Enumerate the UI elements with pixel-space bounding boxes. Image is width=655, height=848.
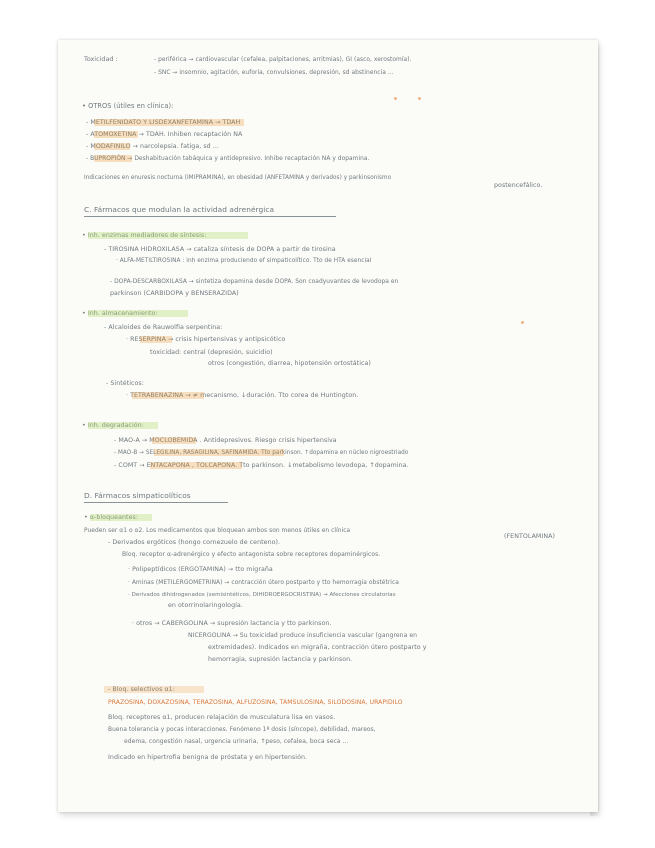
selective-alpha1-tolerance: Buena tolerancia y pocas interacciones. Fenómeno 1ª dosis (síncope), debilidad, mareos,	[108, 727, 376, 733]
degradation-heading: • Inh. degradación:	[82, 422, 144, 429]
highlight-mark	[150, 462, 242, 469]
rauwolfia-alkaloids: - Alcaloides de Rauwolfia serpentina:	[104, 324, 223, 331]
toxicity-cns: - SNC → insomnio, agitación, euforia, convulsiones, depresión, sd abstinencia ...	[154, 70, 394, 76]
selective-alpha1-drugs: PRAZOSINA, DOXAZOSINA, TERAZOSINA, ALFUZOSINA, TAMSULOSINA, SILODOSINA, URAPIDILO	[108, 699, 403, 706]
highlight-mark	[152, 437, 196, 444]
ergot-derivatives-desc: Bloq. receptor α-adrenérgico y efecto antagonista sobre receptores dopaminérgicos.	[122, 551, 381, 558]
ergot-dihydrogenated-cont: en otorrinolaringología.	[168, 602, 243, 609]
indications-line-1: Indicaciones en enuresis nocturna (IMIPRAMINA), en obesidad (ANFETAMINA y derivados) y parkinsonismo	[84, 175, 392, 181]
highlight-mark	[88, 310, 188, 317]
highlight-mark	[88, 422, 158, 429]
mao-a: - MAO-A → MOCLOBEMIDA . Antidepresivos. Riesgo crisis hipertensiva	[114, 437, 337, 444]
others-item-1: - METILFENIDATO Y LISDEXANFETAMINA → TDAH	[86, 119, 241, 126]
notes-page	[58, 40, 598, 812]
dopa-decarboxylase: - DOPA-DESCARBOXILASA → sintetiza dopamina desde DOPA. Son coadyuvantes de levodopa en	[110, 279, 399, 285]
highlight-mark	[104, 686, 204, 693]
highlight-mark	[94, 131, 138, 138]
mao-b: - MAO-B → SELEGILINA, RASAGILINA, SAFINAMIDA. Tto parkinson. ↑dopamina en núcleo nigroestriado	[114, 450, 409, 456]
highlight-mark	[154, 449, 284, 456]
ergot-others-nicergoline-3: hemorragia, supresión lactancia y parkinson.	[208, 656, 353, 663]
section-c-underline	[84, 216, 336, 217]
reserpine-toxicity-other: otros (congestión, diarrea, hipotensión ortostática)	[208, 360, 371, 367]
dopa-decarboxylase-cont: parkinson (CARBIDOPA y BENSERAZIDA)	[110, 290, 239, 297]
selective-alpha1-indication: Indicado en hipertrofia benigna de próstata y en hipertensión.	[108, 754, 308, 761]
selective-alpha1-mechanism: Bloq. receptores α1, producen relajación de musculatura lisa en vasos.	[108, 714, 336, 721]
highlight-mark	[90, 514, 152, 521]
ergot-others-cabergoline: · otros → CABERGOLINA → supresión lactancia y tto parkinson.	[132, 620, 332, 627]
alpha-methyltyrosine: · ALFA-METILTIROSINA : inh enzima produciendo ef simpaticolítico. Tto de HTA esencial	[116, 258, 372, 264]
section-d-title: D. Fármacos simpaticolíticos	[84, 491, 191, 500]
others-item-3: - MODAFINILO → narcolepsia. fatiga, sd ...	[86, 143, 219, 150]
selective-alpha1-heading: - Bloq. selectivos α1:	[108, 686, 175, 693]
storage-heading: • Inh. almacenamiento:	[82, 310, 158, 317]
highlight-mark	[132, 392, 204, 399]
ergot-others-nicergoline: NICERGOLINA → Su toxicidad produce insuficiencia vascular (gangrena en	[188, 632, 418, 639]
toxicity-peripheral: - periférica → cardiovascular (cefalea, palpitaciones, arritmias), GI (asco, xerostomía).	[154, 57, 412, 63]
highlight-mark	[140, 336, 172, 343]
ink-dot	[521, 321, 524, 324]
synthesis-heading: • Inh. enzimas mediadores de síntesis:	[82, 232, 207, 239]
section-c-title: C. Fármacos que modulan la actividad adrenérgica	[84, 205, 275, 214]
comt: - COMT → ENTACAPONA , TOLCAPONA. Tto parkinson. ↓metabolismo levodopa, ↑dopamina.	[114, 462, 409, 469]
reserpine-toxicity-central: toxicidad: central (depresión, suicidio)	[150, 349, 273, 356]
ink-dot	[394, 97, 397, 100]
others-item-2: - ATOMOXETINA → TDAH. Inhiben recaptación NA	[86, 131, 243, 138]
ink-dot	[418, 97, 421, 100]
others-heading: • OTROS (útiles en clínica):	[82, 102, 174, 110]
toxicity-label: Toxicidad :	[84, 56, 118, 63]
reserpine: · RESERPINA → crisis hipertensivas y antipsicótico	[126, 336, 286, 343]
ergot-polypeptides: · Polipeptídicos (ERGOTAMINA) → tto migraña	[128, 566, 273, 573]
alpha-blockers-intro: Pueden ser α1 o α2. Los medicamentos que bloquean ambos son menos útiles en clínica	[84, 528, 351, 534]
indications-line-2: postencefálico.	[494, 182, 543, 189]
alpha-blockers-intro-example: (FENTOLAMINA)	[504, 533, 555, 540]
tyrosine-hydroxylase: - TIROSINA HIDROXILASA → cataliza síntesis de DOPA a partir de tirosina	[104, 246, 336, 253]
ergot-others-nicergoline-2: extremidades). Indicados en migraña, contracción útero postparto y	[208, 644, 427, 651]
ergot-derivatives: - Derivados ergóticos (hongo cornezuelo de centeno).	[108, 539, 281, 546]
section-d-underline	[84, 502, 228, 503]
tetrabenazine: · TETRABENAZINA → ≠ mecanismo, ↓duración. Tto corea de Huntington.	[126, 392, 359, 399]
alpha-blockers-heading: • α-bloqueantes:	[84, 514, 138, 521]
highlight-mark	[88, 232, 248, 239]
highlight-mark	[94, 155, 132, 162]
ergot-amines: · Aminas (METILERGOMETRINA) → contracción útero postparto y tto hemorragia obstétrica	[128, 580, 399, 586]
others-item-4: - BUPROPIÓN → Deshabituación tabáquica y antidepresivo. Inhibe recaptación NA y dopamina.	[86, 156, 370, 162]
highlight-mark	[94, 143, 130, 150]
highlight-mark	[94, 119, 244, 126]
ergot-dihydrogenated: · Derivados dihidrogenados (semisintéticos, DIHIDROERGOCRISTINA) → Afecciones circulatorias	[128, 592, 396, 598]
selective-alpha1-effects: edema, congestión nasal, urgencia urinaria, ↑peso, cefalea, boca seca ...	[124, 738, 349, 745]
synthetics-heading: - Sintéticos:	[106, 380, 144, 387]
